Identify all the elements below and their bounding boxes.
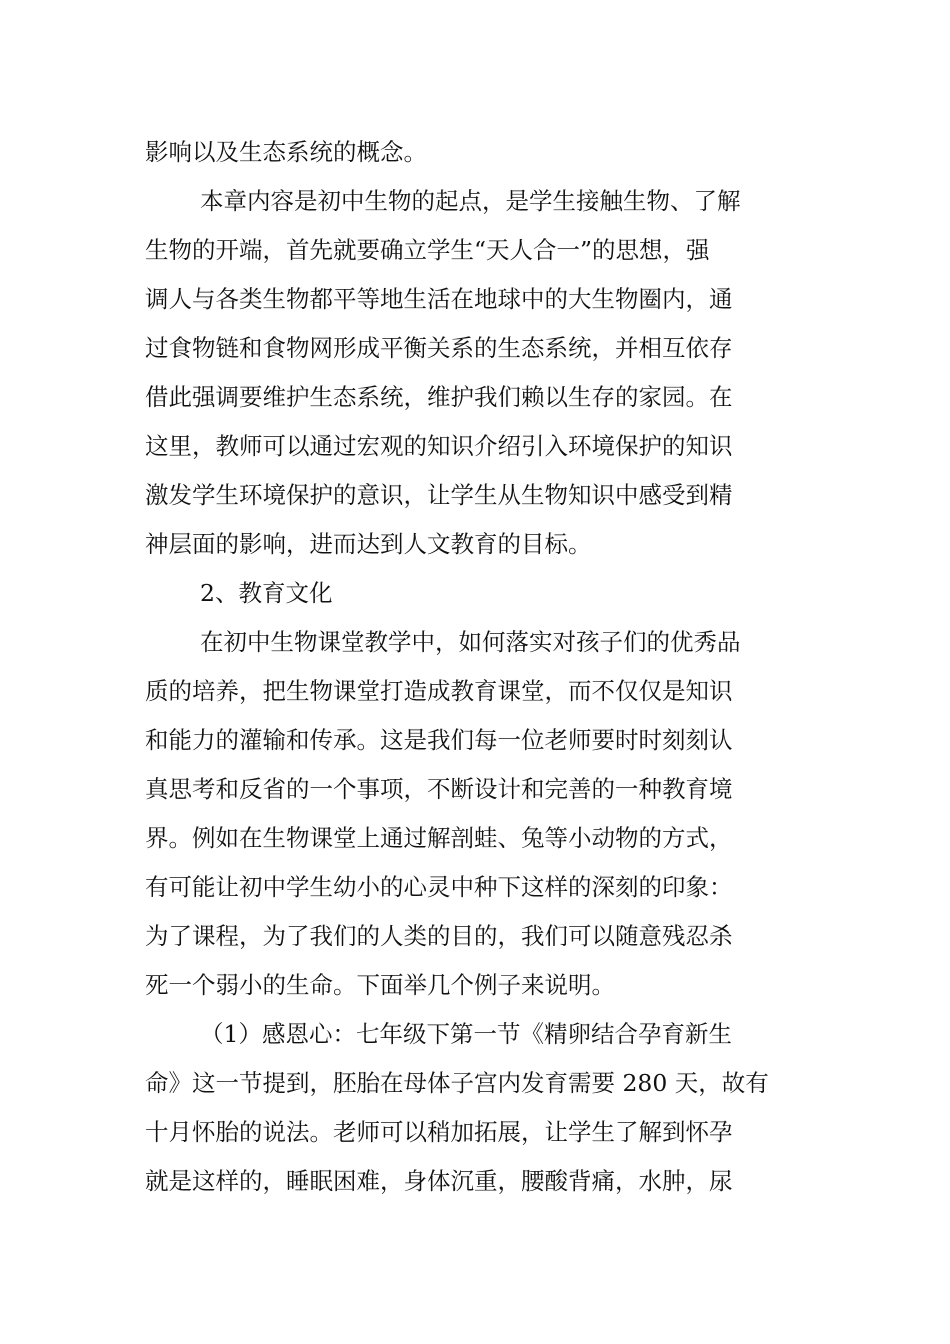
text-line: 影响以及生态系统的概念。 bbox=[145, 138, 427, 166]
body-text bbox=[145, 128, 805, 1206]
section-heading: 2、教育文化 bbox=[200, 579, 333, 607]
text-line: 神层面的影响，进而达到人文教育的目标。 bbox=[145, 530, 592, 558]
text-line: 死一个弱小的生命。下面举几个例子来说明。 bbox=[145, 971, 615, 999]
text-line: 借此强调要维护生态系统，维护我们赖以生存的家园。在 bbox=[145, 383, 733, 411]
text-line: 这里，教师可以通过宏观的知识介绍引入环境保护的知识 bbox=[145, 432, 733, 460]
text-line: 调人与各类生物都平等地生活在地球中的大生物圈内，通 bbox=[145, 285, 733, 313]
paragraph-first-line: 本章内容是初中生物的起点，是学生接触生物、了解 bbox=[200, 187, 741, 215]
text-line: 过食物链和食物网形成平衡关系的生态系统，并相互依存 bbox=[145, 334, 733, 362]
text-line: 激发学生环境保护的意识，让学生从生物知识中感受到精 bbox=[145, 481, 733, 509]
text-line: 十月怀胎的说法。老师可以稍加拓展，让学生了解到怀孕 bbox=[145, 1118, 733, 1146]
text-line: 真思考和反省的一个事项，不断设计和完善的一种教育境 bbox=[145, 775, 733, 803]
text-line: 就是这样的，睡眠困难，身体沉重，腰酸背痛，水肿，尿 bbox=[145, 1167, 733, 1195]
text-line: 质的培养，把生物课堂打造成教育课堂，而不仅仅是知识 bbox=[145, 677, 733, 705]
text-line: 命》这一节提到，胚胎在母体子宫内发育需要 280 天，故有 bbox=[145, 1069, 769, 1097]
paragraph-first-line: （1）感恩心：七年级下第一节《精卵结合孕育新生 bbox=[200, 1020, 732, 1048]
text-line: 界。例如在生物课堂上通过解剖蛙、兔等小动物的方式， bbox=[145, 824, 733, 852]
text-line: 生物的开端，首先就要确立学生“天人合一”的思想，强 bbox=[145, 236, 710, 264]
text-line: 和能力的灌输和传承。这是我们每一位老师要时时刻刻认 bbox=[145, 726, 733, 754]
text-line: 有可能让初中学生幼小的心灵中种下这样的深刻的印象： bbox=[145, 873, 733, 901]
paragraph-first-line: 在初中生物课堂教学中，如何落实对孩子们的优秀品 bbox=[200, 628, 741, 656]
text-line: 为了课程，为了我们的人类的目的，我们可以随意残忍杀 bbox=[145, 922, 733, 950]
